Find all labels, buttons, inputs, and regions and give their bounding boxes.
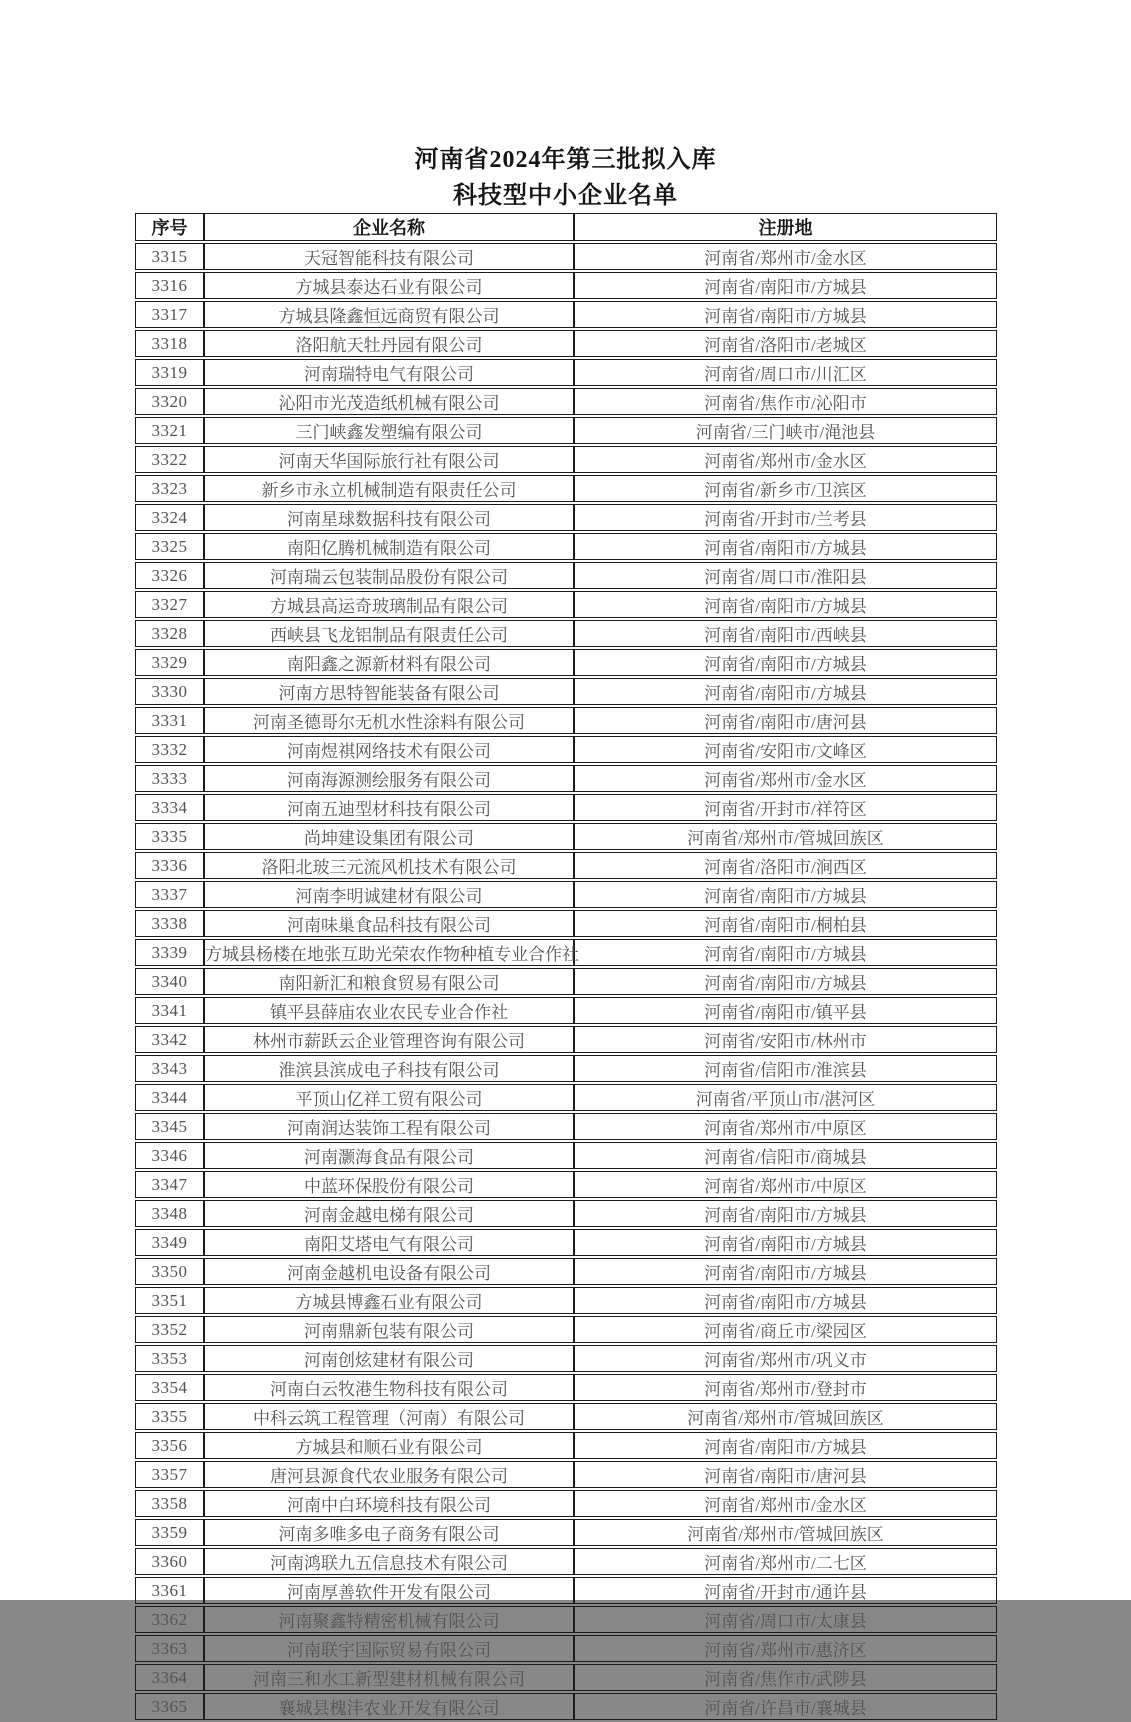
table-row [135,620,997,647]
company-name-cell: 河南联宇国际贸易有限公司 [204,1635,574,1662]
seq-cell: 3321 [135,417,204,444]
seq-cell: 3328 [135,620,204,647]
seq-cell: 3347 [135,1171,204,1198]
seq-cell: 3323 [135,475,204,502]
company-name-cell: 淮滨县滨成电子科技有限公司 [204,1055,574,1082]
company-name-cell: 河南金越电梯有限公司 [204,1200,574,1227]
company-name-cell: 河南李明诚建材有限公司 [204,881,574,908]
company-name-cell: 河南三和水工新型建材机械有限公司 [204,1664,574,1691]
seq-cell: 3339 [135,939,204,966]
location-cell: 河南省/周口市/淮阳县 [574,562,997,589]
table-row [135,591,997,618]
location-cell: 河南省/南阳市/方城县 [574,649,997,676]
company-name-cell: 河南聚鑫特精密机械有限公司 [204,1606,574,1633]
seq-cell: 3335 [135,823,204,850]
company-name-cell: 襄城县槐沣农业开发有限公司 [204,1693,574,1720]
company-name-cell: 唐河县源食代农业服务有限公司 [204,1461,574,1488]
location-cell: 河南省/南阳市/方城县 [574,591,997,618]
seq-cell: 3315 [135,243,204,270]
location-cell: 河南省/三门峡市/渑池县 [574,417,997,444]
location-cell: 河南省/郑州市/金水区 [574,446,997,473]
location-cell: 河南省/南阳市/方城县 [574,533,997,560]
seq-cell: 3336 [135,852,204,879]
location-cell: 河南省/郑州市/登封市 [574,1374,997,1401]
company-table-wrap [135,211,997,1722]
table-row [135,1693,997,1720]
seq-cell: 3333 [135,765,204,792]
table-row [135,446,997,473]
company-name-cell: 方城县泰达石业有限公司 [204,272,574,299]
seq-cell: 3342 [135,1026,204,1053]
location-cell: 河南省/南阳市/方城县 [574,272,997,299]
seq-cell: 3363 [135,1635,204,1662]
location-cell: 河南省/洛阳市/涧西区 [574,852,997,879]
table-row [135,881,997,908]
seq-cell: 3351 [135,1287,204,1314]
company-name-cell: 方城县高运奇玻璃制品有限公司 [204,591,574,618]
location-cell: 河南省/南阳市/镇平县 [574,997,997,1024]
table-row [135,707,997,734]
seq-cell: 3358 [135,1490,204,1517]
company-name-cell: 河南润达装饰工程有限公司 [204,1113,574,1140]
location-cell: 河南省/开封市/祥符区 [574,794,997,821]
table-row [135,1461,997,1488]
table-row [135,736,997,763]
company-name-cell: 河南煜祺网络技术有限公司 [204,736,574,763]
company-name-cell: 河南鼎新包装有限公司 [204,1316,574,1343]
seq-cell: 3318 [135,330,204,357]
company-name-cell: 河南五迪型材科技有限公司 [204,794,574,821]
table-row [135,1258,997,1285]
table-row [135,1084,997,1111]
document-title [0,142,1131,214]
table-row [135,330,997,357]
company-name-cell: 河南方思特智能装备有限公司 [204,678,574,705]
location-cell: 河南省/郑州市/中原区 [574,1171,997,1198]
table-row [135,1316,997,1343]
table-row [135,939,997,966]
company-name-cell: 河南厚善软件开发有限公司 [204,1577,574,1604]
seq-cell: 3325 [135,533,204,560]
table-row [135,504,997,531]
location-cell: 河南省/南阳市/唐河县 [574,707,997,734]
company-name-cell: 河南鸿联九五信息技术有限公司 [204,1548,574,1575]
table-row [135,1577,997,1604]
company-name-cell: 天冠智能科技有限公司 [204,243,574,270]
table-row [135,562,997,589]
table-row [135,1171,997,1198]
header-location: 注册地 [574,213,997,241]
table-row [135,1432,997,1459]
seq-cell: 3354 [135,1374,204,1401]
table-row [135,1229,997,1256]
location-cell: 河南省/焦作市/沁阳市 [574,388,997,415]
table-row [135,1287,997,1314]
table-row [135,794,997,821]
company-name-cell: 沁阳市光茂造纸机械有限公司 [204,388,574,415]
title-line-1: 河南省2024年第三批拟入库 [414,147,717,173]
location-cell: 河南省/郑州市/金水区 [574,243,997,270]
company-name-cell: 河南星球数据科技有限公司 [204,504,574,531]
seq-cell: 3319 [135,359,204,386]
location-cell: 河南省/郑州市/中原区 [574,1113,997,1140]
location-cell: 河南省/郑州市/巩义市 [574,1345,997,1372]
company-name-cell: 尚坤建设集团有限公司 [204,823,574,850]
location-cell: 河南省/周口市/川汇区 [574,359,997,386]
table-row [135,1055,997,1082]
table-row [135,359,997,386]
seq-cell: 3334 [135,794,204,821]
location-cell: 河南省/郑州市/金水区 [574,1490,997,1517]
table-row [135,1635,997,1662]
company-name-cell: 河南天华国际旅行社有限公司 [204,446,574,473]
table-row [135,1026,997,1053]
company-name-cell: 河南创炫建材有限公司 [204,1345,574,1372]
company-name-cell: 中科云筑工程管理（河南）有限公司 [204,1403,574,1430]
location-cell: 河南省/郑州市/管城回族区 [574,823,997,850]
company-name-cell: 南阳亿腾机械制造有限公司 [204,533,574,560]
company-name-cell: 新乡市永立机械制造有限责任公司 [204,475,574,502]
table-row [135,823,997,850]
location-cell: 河南省/郑州市/金水区 [574,765,997,792]
company-name-cell: 河南白云牧港生物科技有限公司 [204,1374,574,1401]
company-name-cell: 三门峡鑫发塑编有限公司 [204,417,574,444]
company-name-cell: 河南瑞特电气有限公司 [204,359,574,386]
location-cell: 河南省/郑州市/二七区 [574,1548,997,1575]
seq-cell: 3330 [135,678,204,705]
location-cell: 河南省/南阳市/方城县 [574,1258,997,1285]
seq-cell: 3332 [135,736,204,763]
seq-cell: 3355 [135,1403,204,1430]
company-name-cell: 洛阳航天牡丹园有限公司 [204,330,574,357]
location-cell: 河南省/信阳市/商城县 [574,1142,997,1169]
seq-cell: 3331 [135,707,204,734]
location-cell: 河南省/开封市/兰考县 [574,504,997,531]
seq-cell: 3317 [135,301,204,328]
seq-cell: 3327 [135,591,204,618]
table-row [135,243,997,270]
location-cell: 河南省/南阳市/方城县 [574,1432,997,1459]
seq-cell: 3357 [135,1461,204,1488]
company-name-cell: 洛阳北玻三元流风机技术有限公司 [204,852,574,879]
location-cell: 河南省/南阳市/方城县 [574,881,997,908]
table-row [135,388,997,415]
company-name-cell: 河南多唯多电子商务有限公司 [204,1519,574,1546]
table-row [135,1142,997,1169]
company-name-cell: 平顶山亿祥工贸有限公司 [204,1084,574,1111]
table-row [135,417,997,444]
table-row [135,1664,997,1691]
table-row [135,852,997,879]
seq-cell: 3346 [135,1142,204,1169]
company-name-cell: 方城县隆鑫恒远商贸有限公司 [204,301,574,328]
location-cell: 河南省/南阳市/方城县 [574,939,997,966]
table-row [135,1113,997,1140]
seq-cell: 3320 [135,388,204,415]
table-row [135,533,997,560]
location-cell: 河南省/郑州市/惠济区 [574,1635,997,1662]
location-cell: 河南省/南阳市/方城县 [574,301,997,328]
table-row [135,968,997,995]
company-name-cell: 河南瑞云包装制品股份有限公司 [204,562,574,589]
company-name-cell: 河南中白环境科技有限公司 [204,1490,574,1517]
seq-cell: 3349 [135,1229,204,1256]
location-cell: 河南省/开封市/通许县 [574,1577,997,1604]
table-row [135,649,997,676]
company-name-cell: 方城县杨楼在地张互助光荣农作物种植专业合作社 [204,939,574,966]
seq-cell: 3352 [135,1316,204,1343]
location-cell: 河南省/洛阳市/老城区 [574,330,997,357]
location-cell: 河南省/南阳市/桐柏县 [574,910,997,937]
company-name-cell: 河南圣德哥尔无机水性涂料有限公司 [204,707,574,734]
table-row [135,475,997,502]
table-row [135,1606,997,1633]
seq-cell: 3350 [135,1258,204,1285]
table-row [135,1374,997,1401]
table-row [135,272,997,299]
header-company-name: 企业名称 [204,213,574,241]
title-line-2: 科技型中小企业名单 [453,183,678,209]
table-row [135,765,997,792]
table-row [135,678,997,705]
company-table [135,211,997,1722]
seq-cell: 3322 [135,446,204,473]
location-cell: 河南省/郑州市/管城回族区 [574,1519,997,1546]
seq-cell: 3344 [135,1084,204,1111]
table-row [135,1200,997,1227]
seq-cell: 3365 [135,1693,204,1720]
location-cell: 河南省/郑州市/管城回族区 [574,1403,997,1430]
table-row [135,1490,997,1517]
seq-cell: 3326 [135,562,204,589]
location-cell: 河南省/南阳市/方城县 [574,968,997,995]
table-row [135,997,997,1024]
company-name-cell: 南阳鑫之源新材料有限公司 [204,649,574,676]
company-name-cell: 河南金越机电设备有限公司 [204,1258,574,1285]
company-name-cell: 河南海源测绘服务有限公司 [204,765,574,792]
header-seq: 序号 [135,213,204,241]
seq-cell: 3329 [135,649,204,676]
seq-cell: 3316 [135,272,204,299]
location-cell: 河南省/信阳市/淮滨县 [574,1055,997,1082]
table-row [135,1519,997,1546]
location-cell: 河南省/南阳市/方城县 [574,1200,997,1227]
company-name-cell: 方城县博鑫石业有限公司 [204,1287,574,1314]
table-body [135,243,997,1720]
seq-cell: 3345 [135,1113,204,1140]
table-row [135,301,997,328]
table-header [135,213,997,241]
table-row [135,1403,997,1430]
seq-cell: 3362 [135,1606,204,1633]
seq-cell: 3353 [135,1345,204,1372]
location-cell: 河南省/周口市/太康县 [574,1606,997,1633]
company-name-cell: 南阳艾塔电气有限公司 [204,1229,574,1256]
location-cell: 河南省/南阳市/方城县 [574,1229,997,1256]
company-name-cell: 河南灏海食品有限公司 [204,1142,574,1169]
table-row [135,1345,997,1372]
location-cell: 河南省/安阳市/文峰区 [574,736,997,763]
seq-cell: 3343 [135,1055,204,1082]
company-name-cell: 中蓝环保股份有限公司 [204,1171,574,1198]
seq-cell: 3356 [135,1432,204,1459]
seq-cell: 3364 [135,1664,204,1691]
table-row [135,1548,997,1575]
location-cell: 河南省/南阳市/唐河县 [574,1461,997,1488]
company-name-cell: 林州市薪跃云企业管理咨询有限公司 [204,1026,574,1053]
location-cell: 河南省/南阳市/西峡县 [574,620,997,647]
location-cell: 河南省/平顶山市/湛河区 [574,1084,997,1111]
header-row [135,213,997,241]
location-cell: 河南省/安阳市/林州市 [574,1026,997,1053]
location-cell: 河南省/南阳市/方城县 [574,1287,997,1314]
seq-cell: 3361 [135,1577,204,1604]
table-row [135,910,997,937]
location-cell: 河南省/商丘市/梁园区 [574,1316,997,1343]
company-name-cell: 镇平县薛庙农业农民专业合作社 [204,997,574,1024]
seq-cell: 3341 [135,997,204,1024]
location-cell: 河南省/新乡市/卫滨区 [574,475,997,502]
company-name-cell: 西峡县飞龙铝制品有限责任公司 [204,620,574,647]
location-cell: 河南省/许昌市/襄城县 [574,1693,997,1720]
seq-cell: 3338 [135,910,204,937]
company-name-cell: 河南味巢食品科技有限公司 [204,910,574,937]
seq-cell: 3337 [135,881,204,908]
seq-cell: 3360 [135,1548,204,1575]
seq-cell: 3348 [135,1200,204,1227]
seq-cell: 3324 [135,504,204,531]
company-name-cell: 方城县和顺石业有限公司 [204,1432,574,1459]
company-name-cell: 南阳新汇和粮食贸易有限公司 [204,968,574,995]
location-cell: 河南省/南阳市/方城县 [574,678,997,705]
seq-cell: 3359 [135,1519,204,1546]
location-cell: 河南省/焦作市/武陟县 [574,1664,997,1691]
seq-cell: 3340 [135,968,204,995]
